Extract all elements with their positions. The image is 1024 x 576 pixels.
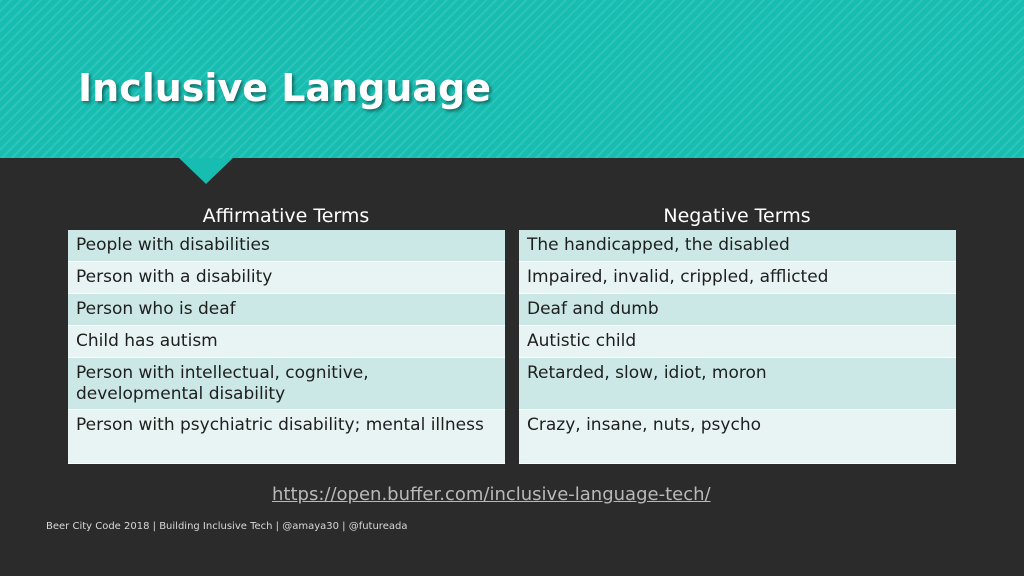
slide-title: Inclusive Language: [78, 66, 491, 110]
table-row: [519, 410, 956, 464]
affirmative-term: Person who is deaf: [68, 294, 505, 326]
affirmative-term: Person with psychiatric disability; mental illness: [68, 410, 505, 464]
affirmative-terms-header: Affirmative Terms: [202, 205, 370, 227]
slide-footer: Beer City Code 2018 | Building Inclusive Tech | @amaya30 | @futureada: [46, 521, 408, 532]
affirmative-term: Person with a disability: [68, 262, 505, 294]
negative-term: The handicapped, the disabled: [519, 230, 956, 262]
negative-term: Retarded, slow, idiot, moron: [519, 358, 956, 410]
table-row: [68, 358, 505, 410]
affirmative-term: People with disabilities: [68, 230, 505, 262]
table-row: [519, 230, 956, 262]
negative-terms-table: [519, 230, 956, 464]
affirmative-term: Person with intellectual, cognitive, developmental disability: [68, 358, 505, 410]
table-row: [519, 326, 956, 358]
table-row: [68, 410, 505, 464]
negative-term: Impaired, invalid, crippled, afflicted: [519, 262, 956, 294]
table-row: [519, 294, 956, 326]
negative-term: Deaf and dumb: [519, 294, 956, 326]
source-link[interactable]: https://open.buffer.com/inclusive-language-tech/: [272, 484, 711, 505]
table-row: [68, 326, 505, 358]
negative-terms-header: Negative Terms: [663, 205, 811, 227]
affirmative-term: Child has autism: [68, 326, 505, 358]
table-row: [519, 262, 956, 294]
banner-notch: [179, 158, 233, 184]
table-row: [68, 262, 505, 294]
negative-term: Crazy, insane, nuts, psycho: [519, 410, 956, 464]
affirmative-terms-table: [68, 230, 505, 464]
table-row: [68, 294, 505, 326]
table-row: [519, 358, 956, 410]
table-row: [68, 230, 505, 262]
negative-term: Autistic child: [519, 326, 956, 358]
